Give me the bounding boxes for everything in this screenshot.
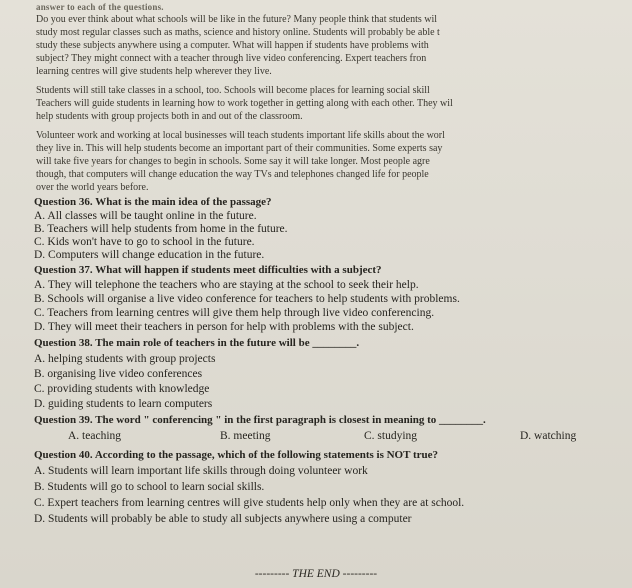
question-39-option-d[interactable]: D. watching: [520, 430, 577, 442]
question-40-option-c[interactable]: C. Expert teachers from learning centres will give students help only when they are at school.: [34, 497, 465, 509]
question-37-option-d[interactable]: D. They will meet their teachers in person for help with problems with the subject.: [34, 321, 414, 333]
passage-line: Students will still take classes in a school, too. Schools will become places for learning social skill: [36, 85, 430, 96]
question-38-option-c[interactable]: C. providing students with knowledge: [34, 383, 210, 395]
end-marker: --------- THE END ---------: [254, 568, 378, 580]
question-40-stem: Question 40. According to the passage, which of the following statements is NOT true?: [34, 449, 439, 461]
instruction-header: answer to each of the questions.: [36, 2, 164, 12]
passage-line: Do you ever think about what schools will be like in the future? Many people think that students wil: [36, 14, 438, 25]
question-38-option-a[interactable]: A. helping students with group projects: [34, 353, 216, 365]
question-39-option-a[interactable]: A. teaching: [68, 430, 122, 442]
passage-line: they live in. This will help students become an important part of their communities. Some experts say: [36, 143, 443, 154]
question-38-option-b[interactable]: B. organising live video conferences: [34, 368, 203, 380]
question-39-stem: Question 39. The word " conferencing " in the first paragraph is closest in meaning to ________.: [34, 414, 486, 426]
question-36-option-b[interactable]: B. Teachers will help students from home in the future.: [34, 223, 288, 235]
passage-line: study most regular classes such as maths, science and history online. Students will probably be able t: [36, 27, 440, 38]
question-40-option-d[interactable]: D. Students will probably be able to study all subjects anywhere using a computer: [34, 513, 412, 525]
question-37-option-b[interactable]: B. Schools will organise a live video conference for teachers to help students with problems.: [34, 293, 460, 305]
passage-line: though, that computers will change education the way TVs and telephones changed life for people: [36, 169, 429, 180]
question-40-option-b[interactable]: B. Students will go to school to learn social skills.: [34, 481, 265, 493]
question-37-stem: Question 37. What will happen if students meet difficulties with a subject?: [34, 264, 382, 276]
question-38-stem: Question 38. The main role of teachers in the future will be ________.: [34, 337, 360, 349]
passage-line: learning centres will give students help wherever they live.: [36, 66, 272, 77]
passage-line: help students with group projects both in and out of the classroom.: [36, 111, 303, 122]
question-38-option-d[interactable]: D. guiding students to learn computers: [34, 398, 213, 410]
passage-line: subject? They might connect with a teacher through live video conferencing. Expert teachers fron: [36, 53, 427, 64]
passage-line: over the world years before.: [36, 182, 149, 193]
passage-line: will take five years for changes to begin in schools. Some say it will take longer. Most people agre: [36, 156, 430, 167]
question-39-option-c[interactable]: C. studying: [364, 430, 418, 442]
question-37-option-a[interactable]: A. They will telephone the teachers who are staying at the school to seek their help.: [34, 279, 419, 291]
question-36-option-a[interactable]: A. All classes will be taught online in the future.: [34, 210, 257, 222]
passage-line: Teachers will guide students in learning how to work together in getting along with each other. They wil: [36, 98, 453, 109]
question-36-stem: Question 36. What is the main idea of the passage?: [34, 196, 272, 208]
question-36-option-c[interactable]: C. Kids won't have to go to school in the future.: [34, 236, 255, 248]
passage-line: Volunteer work and working at local businesses will teach students important life skills about the worl: [36, 130, 445, 141]
question-40-option-a[interactable]: A. Students will learn important life skills through doing volunteer work: [34, 465, 368, 477]
passage-line: study these subjects anywhere using a computer. What will happen if students have problems with: [36, 40, 429, 51]
question-36-option-d[interactable]: D. Computers will change education in the future.: [34, 249, 265, 261]
question-37-option-c[interactable]: C. Teachers from learning centres will give them help through live video conferencing.: [34, 307, 435, 319]
question-39-option-b[interactable]: B. meeting: [220, 430, 271, 442]
